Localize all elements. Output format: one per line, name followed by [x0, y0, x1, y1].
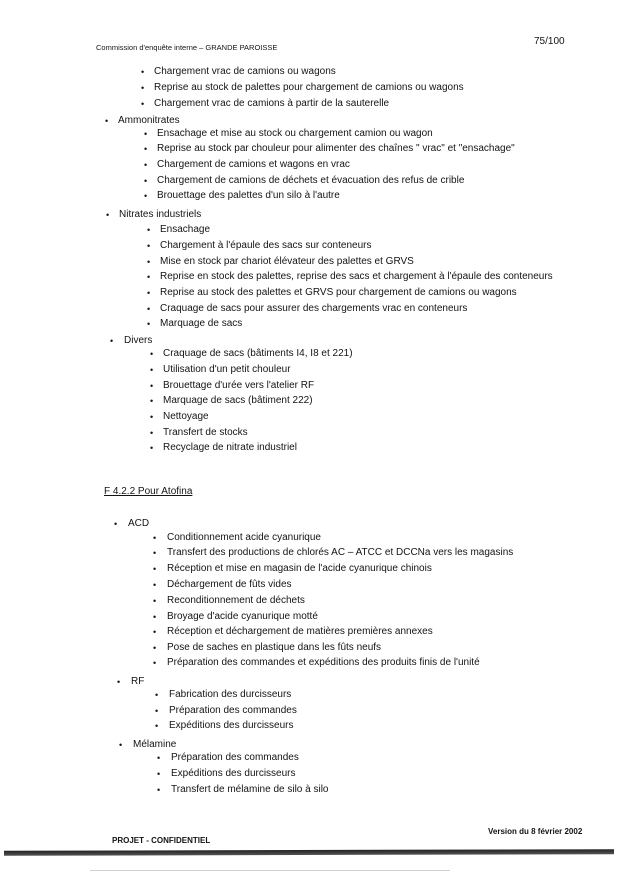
header-title: Commission d'enquête interne – GRANDE PAROISSE [96, 43, 278, 52]
list-item: Chargement de camions de déchets et évacuation des refus de crible [157, 175, 465, 186]
list-item: Ammonitrates [118, 115, 180, 126]
bullet-icon: • [117, 677, 121, 687]
version-date: Version du 8 février 2002 [488, 827, 583, 836]
bullet-icon: • [141, 83, 145, 93]
list-item: Conditionnement acide cyanurique [167, 532, 321, 543]
list-item: Transfert de mélamine de silo à silo [171, 784, 329, 795]
list-item: Mise en stock par chariot élévateur des palettes et GRVS [160, 256, 414, 267]
list-item: Brouettage des palettes d'un silo à l'autre [157, 190, 340, 201]
list-item: Déchargement de fûts vides [167, 579, 292, 590]
bullet-icon: • [144, 144, 148, 154]
bullet-icon: • [157, 769, 161, 779]
list-item: Réception et mise en magasin de l'acide cyanurique chinois [167, 563, 432, 574]
list-item: Utilisation d'un petit chouleur [163, 364, 291, 375]
list-item: Préparation des commandes et expéditions des produits finis de l'unité [167, 657, 480, 668]
list-item: Broyage d'acide cyanurique motté [167, 611, 318, 622]
list-item: Craquage de sacs pour assurer des chargements vrac en conteneurs [160, 303, 468, 314]
list-item: ACD [128, 518, 150, 529]
list-item: Expéditions des durcisseurs [171, 768, 296, 779]
section-heading: F 4.2.2 Pour Atofina [104, 486, 193, 497]
list-item: Divers [124, 335, 153, 346]
bullet-icon: • [119, 740, 123, 750]
bullet-icon: • [147, 319, 151, 329]
list-item: Fabrication des durcisseurs [169, 689, 292, 700]
bullet-icon: • [106, 210, 110, 220]
bullet-icon: • [147, 225, 151, 235]
list-item: Reprise en stock des palettes, reprise des sacs et chargement à l'épaule des conteneurs [160, 271, 553, 282]
footer-rule [4, 849, 614, 856]
list-item: Pose de saches en plastique dans les fûts neufs [167, 642, 382, 653]
list-item: Nettoyage [163, 411, 209, 422]
bullet-icon: • [114, 519, 118, 529]
bullet-icon: • [157, 753, 161, 763]
list-item: Mélamine [133, 739, 177, 750]
list-item: Brouettage d'urée vers l'atelier RF [163, 380, 315, 391]
bullet-icon: • [144, 129, 148, 139]
bullet-icon: • [144, 191, 148, 201]
list-item: Transfert de stocks [163, 427, 248, 438]
bullet-icon: • [153, 548, 157, 558]
bullet-icon: • [147, 241, 151, 251]
bullet-icon: • [150, 443, 154, 453]
bullet-icon: • [157, 785, 161, 795]
list-item: Chargement à l'épaule des sacs sur conteneurs [160, 240, 372, 251]
list-item: Réception et déchargement de matières premières annexes [167, 626, 433, 637]
bullet-icon: • [150, 412, 154, 422]
list-item: Préparation des commandes [169, 705, 297, 716]
list-item: Reprise au stock de palettes pour chargement de camions ou wagons [154, 82, 464, 93]
bullet-icon: • [153, 596, 157, 606]
list-item: Nitrates industriels [119, 209, 202, 220]
list-item: Marquage de sacs [160, 318, 243, 329]
list-item: Reprise au stock par chouleur pour alimenter des chaînes " vrac" et "ensachage" [157, 143, 515, 154]
bullet-icon: • [153, 643, 157, 653]
bullet-icon: • [153, 580, 157, 590]
list-item: Reprise au stock des palettes et GRVS pour chargement de camions ou wagons [160, 287, 517, 298]
bullet-icon: • [110, 336, 114, 346]
bullet-icon: • [141, 99, 145, 109]
list-item: Transfert des productions de chlorés AC – ATCC et DCCNa vers les magasins [167, 547, 514, 558]
bullet-icon: • [153, 564, 157, 574]
list-item: Chargement vrac de camions ou wagons [154, 66, 336, 77]
list-item: RF [131, 676, 145, 687]
bullet-icon: • [150, 349, 154, 359]
bullet-icon: • [150, 365, 154, 375]
list-item: Chargement vrac de camions à partir de la sauterelle [154, 98, 390, 109]
list-item: Préparation des commandes [171, 752, 299, 763]
bullet-icon: • [144, 176, 148, 186]
bullet-icon: • [153, 533, 157, 543]
list-item: Expéditions des durcisseurs [169, 720, 294, 731]
list-item: Marquage de sacs (bâtiment 222) [163, 395, 313, 406]
page-number: 75/100 [534, 36, 565, 47]
scan-artifact [90, 870, 450, 871]
bullet-icon: • [147, 257, 151, 267]
bullet-icon: • [155, 706, 159, 716]
bullet-icon: • [141, 67, 145, 77]
bullet-icon: • [147, 304, 151, 314]
bullet-icon: • [155, 721, 159, 731]
bullet-icon: • [153, 612, 157, 622]
bullet-icon: • [150, 381, 154, 391]
bullet-icon: • [153, 658, 157, 668]
bullet-icon: • [150, 396, 154, 406]
list-item: Reconditionnement de déchets [167, 595, 305, 606]
bullet-icon: • [105, 116, 109, 126]
list-item: Recyclage de nitrate industriel [163, 442, 297, 453]
bullet-icon: • [147, 288, 151, 298]
list-item: Ensachage et mise au stock ou chargement camion ou wagon [157, 128, 433, 139]
confidential-label: PROJET - CONFIDENTIEL [112, 836, 211, 845]
bullet-icon: • [150, 428, 154, 438]
bullet-icon: • [147, 272, 151, 282]
bullet-icon: • [144, 160, 148, 170]
bullet-icon: • [155, 690, 159, 700]
list-item: Ensachage [160, 224, 211, 235]
list-item: Craquage de sacs (bâtiments I4, I8 et 221) [163, 348, 353, 359]
bullet-icon: • [153, 627, 157, 637]
list-item: Chargement de camions et wagons en vrac [157, 159, 350, 170]
